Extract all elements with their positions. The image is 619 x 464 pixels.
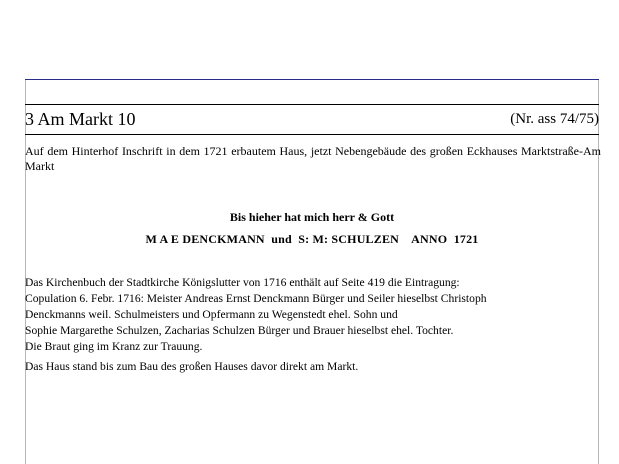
inscription-line-2: M A E DENCKMANN und S: M: SCHULZEN ANNO 1721 (145, 232, 479, 246)
closing-line: Das Haus stand bis zum Bau des großen Hauses davor direkt am Markt. (25, 360, 359, 373)
entry-heading (25, 109, 599, 131)
title-top-rule (25, 104, 599, 105)
paragraph-line: Sophie Margarethe Schulzen, Zacharias Schulzen Bürger und Brauer hieselbst ehel. Tochter. (25, 324, 454, 337)
entry-reference: (Nr. ass 74/75) (510, 111, 599, 127)
header-rule (25, 79, 599, 80)
paragraph-line: Die Braut ging im Kranz zur Trauung. (25, 340, 203, 353)
church-record-paragraph (25, 275, 605, 355)
entry-title: 3 Am Markt 10 (25, 109, 136, 129)
paragraph-line: Denckmanns weil. Schulmeisters und Opfermann zu Wegenstedt ehel. Sohn und (25, 308, 398, 321)
title-bottom-rule (25, 134, 599, 135)
page-frame (25, 79, 599, 464)
intro-text: Auf dem Hinterhof Inschrift in dem 1721 erbautem Haus, jetzt Nebengebäude des großen Eckhauses Marktstraße-Am Markt (25, 144, 601, 173)
paragraph-line: Das Kirchenbuch der Stadtkirche Königslutter von 1716 enthält auf Seite 419 die Eintragung: (25, 276, 460, 289)
paragraph-line: Copulation 6. Febr. 1716: Meister Andreas Ernst Denckmann Bürger und Seiler hieselbst Christoph (25, 292, 487, 305)
closing-paragraph (25, 359, 605, 375)
inscription-line-1: Bis hieher hat mich herr & Gott (229, 210, 395, 224)
